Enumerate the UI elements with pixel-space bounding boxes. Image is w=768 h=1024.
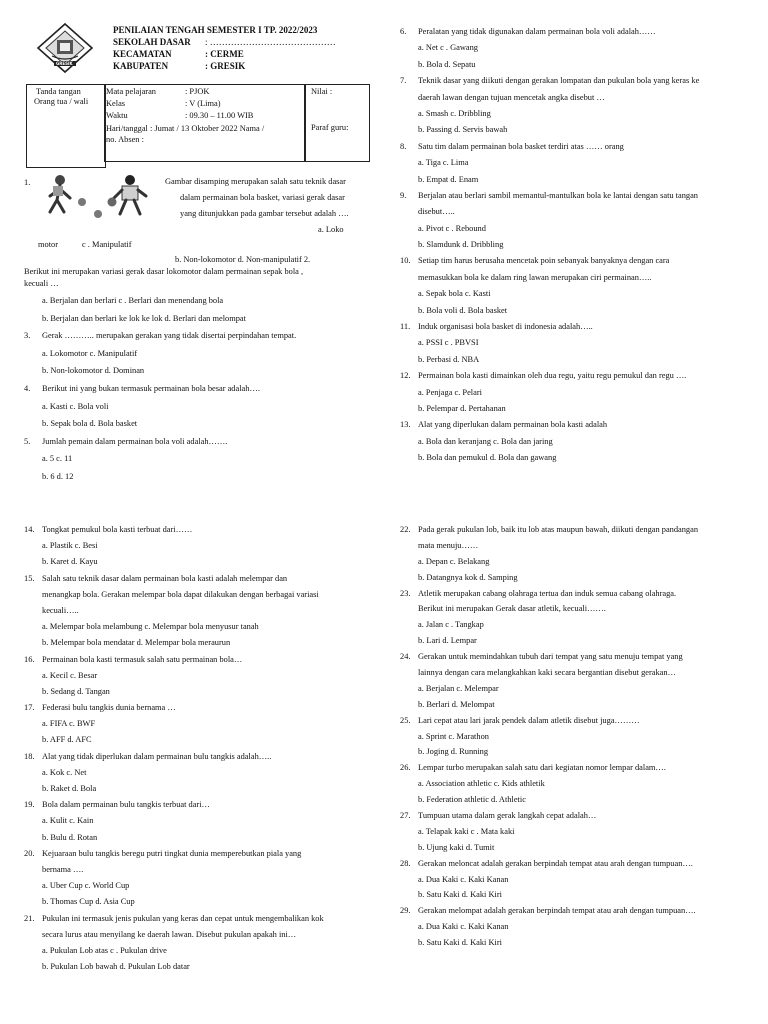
- answer-options: a. Kulit c. Kain: [42, 816, 94, 826]
- question-item: [400, 417, 752, 433]
- answer-options: b. Sepak bola d. Bola basket: [42, 419, 138, 429]
- question-item: [400, 319, 752, 335]
- question-item: [400, 808, 752, 824]
- answer-options: b. Ujung kaki d. Tumit: [418, 842, 495, 852]
- question-item: [400, 856, 752, 872]
- question-text: Berikut ini yang bukan termasuk permainan bola besar adalah….: [42, 383, 260, 393]
- question-number: 27.: [400, 811, 411, 821]
- answer-options: a. Jalan c . Tangkap: [418, 620, 484, 630]
- answer-options: b. Pukulan Lob bawah d. Pukulan Lob datar: [42, 962, 190, 972]
- question-number: 20.: [24, 848, 35, 858]
- question-text: Gerak ……….. merupakan gerakan yang tidak disertai perpindahan tempat.: [42, 331, 297, 341]
- answer-options: a. PSSI c . PBVSI: [418, 338, 479, 348]
- question-text-continued: menangkap bola. Gerakan melempar bola dapat dilakukan dengan berbagai variasi: [42, 589, 319, 599]
- question-text-continued: bernama ….: [42, 864, 84, 874]
- question-text: Salah satu teknik dasar dalam permainan bola kasti adalah melempar dan: [42, 573, 288, 583]
- question-item: [24, 797, 376, 813]
- question-text: Induk organisasi bola basket di indonesia adalah…..: [418, 322, 593, 332]
- answer-options: b. Federation athletic d. Athletic: [418, 795, 526, 805]
- class-value: : V (Lima): [185, 99, 221, 108]
- question-item: [400, 522, 752, 538]
- q1-option-a: a. Loko: [318, 225, 344, 234]
- answer-options: b. Non-lokomotor d. Dominan: [42, 366, 145, 376]
- subject-label: Mata pelajaran: [106, 87, 156, 96]
- question-item: [24, 700, 376, 716]
- question-number: 24.: [400, 652, 411, 662]
- answer-options: a. Penjaga c. Pelari: [418, 387, 482, 397]
- answer-options: b. 6 d. 12: [42, 471, 74, 481]
- answer-options: b. Slamdunk d. Dribbling: [418, 240, 504, 250]
- answer-options: b. Pelempar d. Pertahanan: [418, 403, 506, 413]
- answer-options: a. Telapak kaki c . Mata kaki: [418, 826, 515, 836]
- answer-options: a. Kok c. Net: [42, 767, 87, 777]
- question-item: [24, 380, 376, 398]
- question-number: 5.: [24, 436, 31, 446]
- answer-options: a. Bola dan keranjang c. Bola dan jaring: [418, 436, 553, 446]
- question-number: 21.: [24, 913, 35, 923]
- answer-options: a. Melempar bola melambung c. Melempar bola menyusur tanah: [42, 622, 259, 632]
- answer-options: b. Thomas Cup d. Asia Cup: [42, 897, 135, 907]
- q1-option-a-end: motor: [38, 240, 59, 249]
- q1-text-line-1: Gambar disamping merupakan salah satu teknik dasar: [165, 177, 346, 186]
- answer-options: a. Association athletic c. Kids athletik: [418, 779, 545, 789]
- question-text: Jumlah pemain dalam permainan bola voli adalah…….: [42, 436, 228, 446]
- question-text-continued: daerah lawan dengan tujuan mencetak angka disebut …: [418, 92, 605, 102]
- basketball-players-illustration: [40, 172, 158, 220]
- question-number: 23.: [400, 588, 411, 598]
- district-value: : CERME: [205, 49, 244, 59]
- question-number: 11.: [400, 322, 411, 332]
- exam-title: PENILAIAN TENGAH SEMESTER I TP. 2022/2023: [113, 25, 318, 35]
- q1-text-line-2: dalam permainan bola basket, variasi gerak dasar: [180, 193, 345, 202]
- date-name-line-2: no. Absen :: [106, 135, 144, 144]
- district-logo: [36, 22, 94, 74]
- school-label: SEKOLAH DASAR: [113, 37, 191, 47]
- question-number: 7.: [400, 76, 407, 86]
- school-value: : ……………………………………: [205, 37, 336, 47]
- left-bottom-questions: [24, 522, 376, 975]
- question-text-continued: memasukkan bola ke dalam ring lawan merupakan ciri permainan…..: [418, 272, 652, 282]
- question-text: Bola dalam permainan bulu tangkis terbuat dari…: [42, 800, 210, 810]
- answer-options: a. Kecil c. Besar: [42, 670, 98, 680]
- q1-text-line-3: yang ditunjukkan pada gambar tersebut adalah ….: [180, 209, 349, 218]
- district-label: KECAMATAN: [113, 49, 172, 59]
- question-number: 9.: [400, 190, 407, 200]
- question-item: [24, 846, 376, 862]
- question-item: [24, 571, 376, 587]
- question-item: [24, 327, 376, 345]
- question-text-continued: lainnya dengan cara melangkahkan kaki secara bergantian disebut gerakan…: [418, 668, 676, 678]
- question-number: 3.: [24, 331, 31, 341]
- question-item: [400, 73, 752, 89]
- question-text: Lempar turbo merupakan salah satu dari kegiatan nomor lempar dalam….: [418, 763, 666, 773]
- answer-options: b. Joging d. Running: [418, 747, 489, 757]
- question-item: [400, 24, 752, 40]
- regency-value: : GRESIK: [205, 61, 246, 71]
- answer-options: a. Pivot c . Rebound: [418, 223, 486, 233]
- question-item: [400, 760, 752, 776]
- question-text: Federasi bulu tangkis dunia bernama …: [42, 703, 176, 713]
- answer-options: a. Berjalan c. Melempar: [418, 683, 499, 693]
- answer-options: b. Passing d. Servis bawah: [418, 125, 508, 135]
- question-text: Satu tim dalam permainan bola basket terdiri atas …… orang: [418, 141, 624, 151]
- answer-options: b. Bola voli d. Bola basket: [418, 305, 508, 315]
- question-text: Permainan bola kasti dimainkan oleh dua regu, yaitu regu pemukul dan regu ….: [418, 371, 687, 381]
- question-item: [400, 139, 752, 155]
- question-number: 29.: [400, 906, 411, 916]
- answer-options: a. Lokomotor c. Manipulatif: [42, 348, 138, 358]
- score-label: Nilai :: [311, 87, 333, 96]
- q1-option-b-d: b. Non-lokomotor d. Non-manipulatif 2.: [175, 255, 311, 264]
- question-item: [400, 253, 752, 269]
- question-number: 25.: [400, 715, 411, 725]
- question-text-continued: secara lurus atau menyilang ke daerah lawan. Disebut pukulan apakah ini…: [42, 929, 297, 939]
- signature-label-2: Orang tua / wali: [34, 97, 89, 106]
- question-item: [24, 911, 376, 927]
- question-number: 28.: [400, 858, 411, 868]
- question-number: 16.: [24, 654, 35, 664]
- question-item: [400, 649, 752, 665]
- answer-options: a. Sprint c. Marathon: [418, 731, 489, 741]
- answer-options: a. Dua Kaki c. Kaki Kanan: [418, 922, 509, 932]
- question-text: Alat yang tidak diperlukan dalam permainan bulu tangkis adalah…..: [42, 751, 272, 761]
- answer-options: a. Plastik c. Besi: [42, 541, 98, 551]
- q2-text-line-1: Berikut ini merupakan variasi gerak dasar lokomotor dalam permainan sepak bola ,: [24, 267, 304, 276]
- question-number: 8.: [400, 141, 407, 151]
- right-top-questions: [400, 24, 752, 467]
- answer-options: b. Bola dan pemukul d. Bola dan gawang: [418, 453, 557, 463]
- question-text: Lari cepat atau lari jarak pendek dalam atletik disebut juga………: [418, 715, 640, 725]
- answer-options: b. Empat d. Enam: [418, 174, 479, 184]
- answer-options: a. FIFA c. BWF: [42, 719, 96, 729]
- answer-options: b. Satu Kaki d. Kaki Kiri: [418, 890, 502, 900]
- answer-options: a. Tiga c. Lima: [418, 158, 469, 168]
- answer-options: b. Berlari d. Melompat: [418, 699, 495, 709]
- question-text: Setiap tim harus berusaha mencetak poin sebanyak banyaknya dengan cara: [418, 256, 670, 266]
- question-number: 13.: [400, 420, 411, 430]
- answer-options: b. Bola d. Sepatu: [418, 59, 476, 69]
- question-number: 19.: [24, 800, 35, 810]
- answer-options: b. Datangnya kok d. Samping: [418, 572, 518, 582]
- logo-caption: GRESIK: [56, 61, 73, 66]
- question-text-continued: kecuali…..: [42, 605, 79, 615]
- answer-options: b. Karet d. Kayu: [42, 557, 98, 567]
- answer-options: a. Kasti c. Bola voli: [42, 401, 109, 411]
- answer-options: b. Berjalan dan berlari ke lok ke lok d. Berlari dan melompat: [42, 313, 246, 323]
- question-number: 17.: [24, 703, 35, 713]
- answer-options: b. Raket d. Bola: [42, 784, 97, 793]
- question-item: [24, 433, 376, 451]
- question-text: Pada gerak pukulan lob, baik itu lob atas maupun bawah, diikuti dengan pandangan: [418, 525, 699, 534]
- right-bottom-questions: [400, 522, 752, 951]
- time-label: Waktu: [106, 111, 128, 120]
- answer-options: b. Perbasi d. NBA: [418, 354, 480, 364]
- answer-options: a. Pukulan Lob atas c . Pukulan drive: [42, 945, 167, 955]
- question-number: 6.: [400, 27, 407, 36]
- answer-options: b. Satu Kaki d. Kaki Kiri: [418, 938, 502, 948]
- answer-options: b. Melempar bola mendatar d. Melempar bola meraurun: [42, 638, 231, 648]
- question-number: 26.: [400, 763, 411, 773]
- question-text: Pukulan ini termasuk jenis pukulan yang keras dan cepat untuk mengembalikan kok: [42, 913, 324, 923]
- answer-options: a. Smash c. Dribbling: [418, 108, 491, 118]
- question-text: Teknik dasar yang diikuti dengan gerakan lompatan dan pukulan bola yang keras ke: [418, 76, 700, 86]
- answer-options: a. Depan c. Belakang: [418, 556, 490, 566]
- question-number: 14.: [24, 525, 35, 534]
- left-top-questions: [24, 292, 376, 486]
- question-item: [400, 188, 752, 204]
- answer-options: b. Lari d. Lempar: [418, 636, 477, 646]
- answer-options: a. Dua Kaki c. Kaki Kanan: [418, 874, 509, 884]
- date-name-line-1: Hari/tanggal : Jumat / 13 Oktober 2022 Nama /: [106, 124, 265, 133]
- teacher-signature-label: Paraf guru:: [311, 123, 349, 132]
- question-text-continued: disebut…..: [418, 207, 455, 217]
- question-text-continued: mata menuju……: [418, 540, 479, 550]
- question-number: 15.: [24, 573, 35, 583]
- class-label: Kelas: [106, 99, 126, 108]
- question-text: Alat yang diperlukan dalam permainan bola kasti adalah: [418, 420, 608, 430]
- q2-text-line-2: kecuali …: [24, 279, 59, 288]
- question-number: 12.: [400, 371, 411, 381]
- question-item: [24, 522, 376, 538]
- question-text: Gerakan meloncat adalah gerakan berpindah tempat atau arah dengan tumpuan….: [418, 858, 693, 868]
- question-text: Tongkat pemukul bola kasti terbuat dari……: [42, 525, 193, 534]
- question-item: [24, 749, 376, 765]
- question-text: Gerakan untuk memindahkan tubuh dari tempat yang satu menuju tempat yang: [418, 652, 683, 662]
- question-text: Tumpuan utama dalam gerak langkah cepat adalah…: [418, 811, 597, 821]
- question-text: Peralatan yang tidak digunakan dalam permainan bola voli adalah……: [418, 27, 656, 36]
- answer-options: a. Berjalan dan berlari c . Berlari dan menendang bola: [42, 296, 224, 305]
- question-item: [400, 368, 752, 384]
- q1-option-c: c . Manipulatif: [82, 240, 132, 249]
- signature-label-1: Tanda tangan: [36, 87, 81, 96]
- regency-label: KABUPATEN: [113, 61, 169, 71]
- subject-value: : PJOK: [185, 87, 210, 96]
- answer-options: a. Sepak bola c. Kasti: [418, 289, 491, 299]
- answer-options: a. Net c . Gawang: [418, 43, 478, 53]
- answer-options: b. Bulu d. Rotan: [42, 832, 98, 842]
- question-number: 18.: [24, 751, 35, 761]
- question-item: [400, 903, 752, 919]
- question-number: 22.: [400, 525, 411, 534]
- question-item: [400, 713, 752, 729]
- question-number: 10.: [400, 256, 411, 266]
- answer-options: b. AFF d. AFC: [42, 735, 92, 745]
- answer-options: a. Uber Cup c. World Cup: [42, 881, 130, 891]
- question-number: 4.: [24, 383, 31, 393]
- answer-options: b. Sedang d. Tangan: [42, 686, 110, 696]
- question-item: [24, 652, 376, 668]
- answer-options: a. 5 c. 11: [42, 454, 73, 464]
- question-text: Gerakan melompat adalah gerakan berpindah tempat atau arah dengan tumpuan….: [418, 906, 696, 916]
- question-text: Atletik merupakan cabang olahraga tertua dan induk semua cabang olahraga.: [418, 588, 677, 598]
- question-text-continued: Berikut ini merupakan Gerak dasar atletik, kecuali…….: [418, 604, 606, 614]
- question-number: 1.: [24, 178, 31, 187]
- question-text: Kejuaraan bulu tangkis beregu putri tingkat dunia memperebutkan piala yang: [42, 848, 302, 858]
- question-text: Berjalan atau berlari sambil memantul-mantulkan bola ke lantai dengan satu tangan: [418, 190, 698, 200]
- question-item: [400, 586, 752, 602]
- time-value: : 09.30 – 11.00 WIB: [185, 111, 254, 120]
- question-text: Permainan bola kasti termasuk salah satu permainan bola…: [42, 654, 243, 664]
